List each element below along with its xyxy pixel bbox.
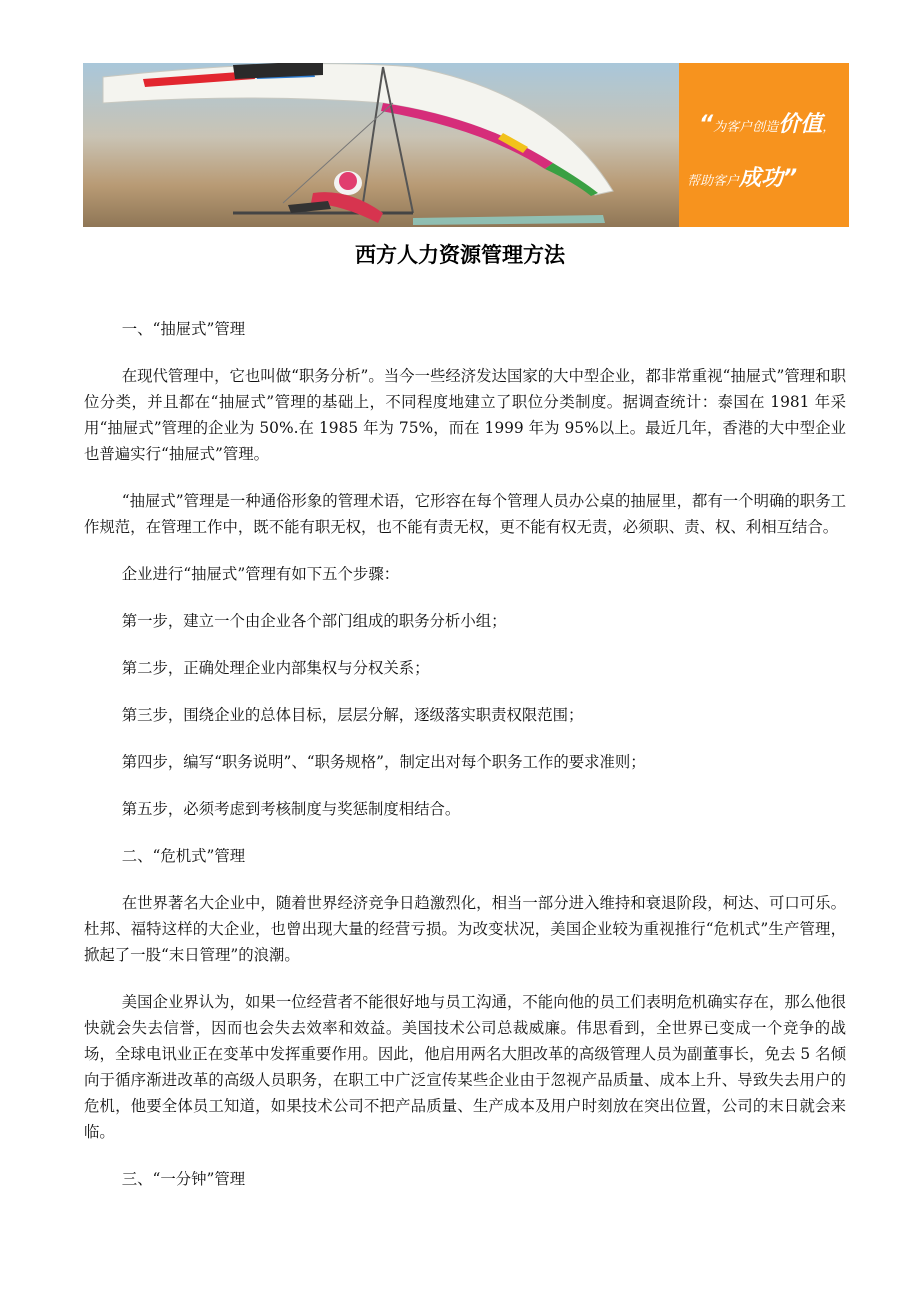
slogan-line-2 <box>687 161 797 192</box>
section-heading-1: 一、“抽屉式”管理 <box>121 320 246 338</box>
hang-glider-photo <box>83 63 679 227</box>
document-body <box>84 316 846 1213</box>
paragraph: “抽屉式”管理是一种通俗形象的管理术语，它形容在每个管理人员办公桌的抽屉里，都有一个明确的职务工作规范，在管理工作中，既不能有职无权，也不能有责无权，更不能有权无责，必须职、责、权、利相互结合。 <box>84 492 846 536</box>
slogan-text-1: 为客户创造 <box>713 120 779 135</box>
step-2: 第二步，正确处理企业内部集权与分权关系； <box>121 659 430 677</box>
slogan-panel <box>679 63 849 227</box>
section-heading-3: 三、“一分钟”管理 <box>121 1170 246 1188</box>
step-1: 第一步，建立一个由企业各个部门组成的职务分析小组； <box>121 612 507 630</box>
paragraph: 美国企业界认为，如果一位经营者不能很好地与员工沟通，不能向他的员工们表明危机确实存在，那么他很快就会失去信誉，因而也会失去效率和效益。美国技术公司总裁威廉。伟思看到，全世界已变成一个竞争的战场，全球电讯业正在变革中发挥重要作用。因此，他启用两名大胆改革的高级管理人员为副董事长，免去 5 名倾向于循序渐进改革的高级人员职务，在职工中广泛宣传某些企业由于忽视产品质量、成本上升、导致失去用户的危机，他要全体员工知道，如果技术公司不把产品质量、生产成本及用户时刻放在突出位置，公司的末日就会来临。 <box>84 993 846 1141</box>
step-3: 第三步，围绕企业的总体目标，层层分解，逐级落实职责权限范围； <box>121 706 584 724</box>
paragraph: 在世界著名大企业中，随着世界经济竞争日趋激烈化，相当一部分进入维持和衰退阶段，柯达、可口可乐。杜邦、福特这样的大企业，也曾出现大量的经营亏损。为改变状况，美国企业较为重视推行“危机式”生产管理，掀起了一股“末日管理”的浪潮。 <box>84 894 846 964</box>
slogan-comma: ， <box>822 120 836 135</box>
slogan-highlight-2: 成功 <box>739 166 784 191</box>
hang-glider-illustration <box>83 63 679 227</box>
document-title: 西方人力资源管理方法 <box>355 243 565 267</box>
paragraph: 在现代管理中，它也叫做“职务分析”。当今一些经济发达国家的大中型企业，都非常重视“抽屉式”管理和职位分类，并且都在“抽屉式”管理的基础上，不同程度地建立了职位分类制度。据调查统计：泰国在 1981 年采用“抽屉式”管理的企业为 50%.在 1985 年为 75%，而在 1999 年为 95%以上。最近几年，香港的大中型企业也普遍实行“抽屉式”管理。 <box>84 367 846 463</box>
section-heading-2: 二、“危机式”管理 <box>121 847 246 865</box>
slogan-line-1 <box>699 107 835 138</box>
step-5: 第五步，必须考虑到考核制度与奖惩制度相结合。 <box>121 800 461 818</box>
header-banner <box>83 63 849 227</box>
slogan-highlight-1: 价值 <box>778 112 823 137</box>
paragraph: 企业进行“抽屉式”管理有如下五个步骤： <box>121 565 400 583</box>
slogan-open-quote: “ <box>699 112 714 137</box>
step-4: 第四步，编写“职务说明”、“职务规格”，制定出对每个职务工作的要求准则； <box>121 753 646 771</box>
slogan-close-quote: ” <box>783 166 798 191</box>
slogan-text-2: 帮助客户 <box>687 174 740 189</box>
